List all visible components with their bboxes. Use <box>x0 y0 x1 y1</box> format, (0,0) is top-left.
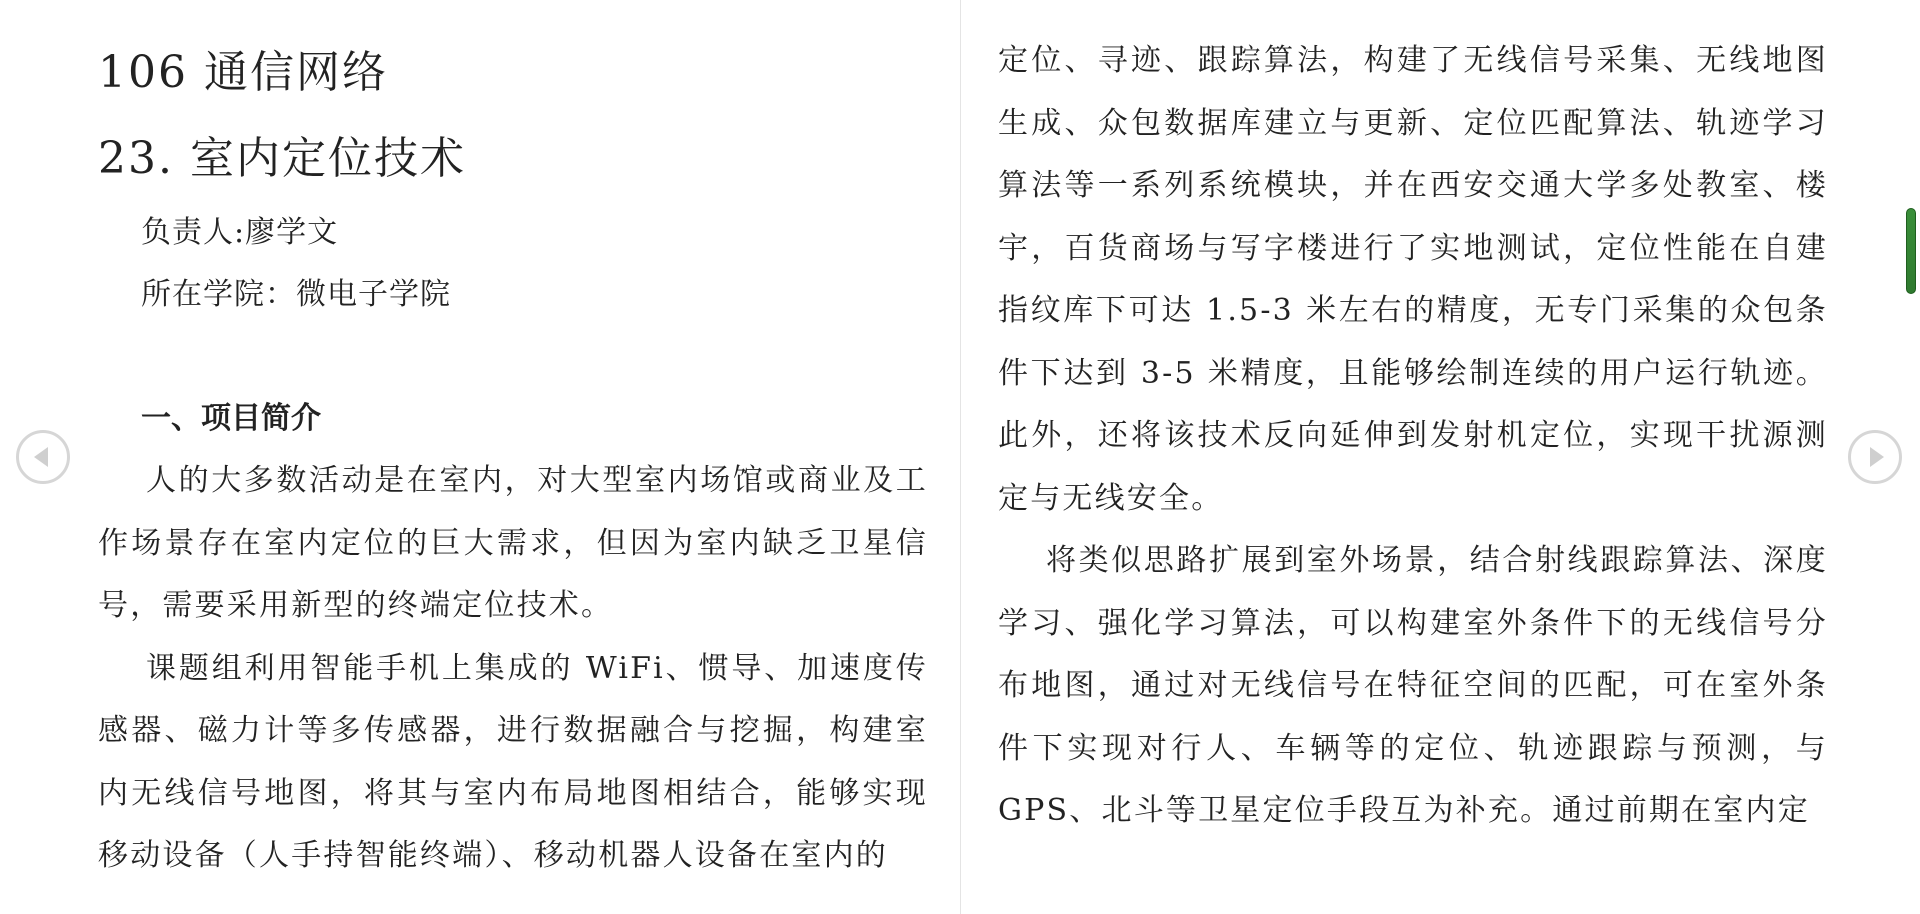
chevron-left-icon <box>34 447 48 467</box>
prev-page-button[interactable] <box>16 430 70 484</box>
scrollbar-thumb[interactable] <box>1906 208 1916 294</box>
page-divider <box>960 0 961 914</box>
paragraph: 定位、寻迹、跟踪算法，构建了无线信号采集、无线地图生成、众包数据库建立与更新、定位匹配算法、轨迹学习算法等一系列系统模块，并在西安交通大学多处教室、楼宇，百货商场与写字楼进行了实地测试，定位性能在自建指纹库下可达 1.5-3 米左右的精度，无专门采集的众包条件下达到 3-5 米精度，且能够绘制连续的用户运行轨迹。此外，还将该技术反向延伸到发射机定位，实现干扰源测定与无线安全。 <box>998 43 1828 516</box>
right-page <box>998 30 1828 843</box>
college-name: 所在学院：微电子学院 <box>141 277 451 312</box>
section-title: 106 通信网络 <box>98 47 388 98</box>
responsible-person: 负责人:廖学文 <box>141 215 339 250</box>
heading-project-intro: 一、项目简介 <box>141 401 321 436</box>
spacer <box>98 326 928 388</box>
chevron-right-icon <box>1870 447 1884 467</box>
paragraph: 将类似思路扩展到室外场景，结合射线跟踪算法、深度学习、强化学习算法，可以构建室外条件下的无线信号分布地图，通过对无线信号在特征空间的匹配，可在室外条件下实现对行人、车辆等的定位、轨迹跟踪与预测，与 GPS、北斗等卫星定位手段互为补充。通过前期在室内定 <box>998 543 1828 828</box>
subsection-title: 23. 室内定位技术 <box>98 133 466 184</box>
paragraph: 课题组利用智能手机上集成的 WiFi、惯导、加速度传感器、磁力计等多传感器，进行数据融合与挖掘，构建室内无线信号地图，将其与室内布局地图相结合，能够实现移动设备（人手持智能终端）、移动机器人设备在室内的 <box>98 650 928 873</box>
paragraph: 人的大多数活动是在室内，对大型室内场馆或商业及工作场景存在室内定位的巨大需求，但因为室内缺乏卫星信号，需要采用新型的终端定位技术。 <box>98 463 928 623</box>
next-page-button[interactable] <box>1848 430 1902 484</box>
left-page <box>98 30 928 888</box>
